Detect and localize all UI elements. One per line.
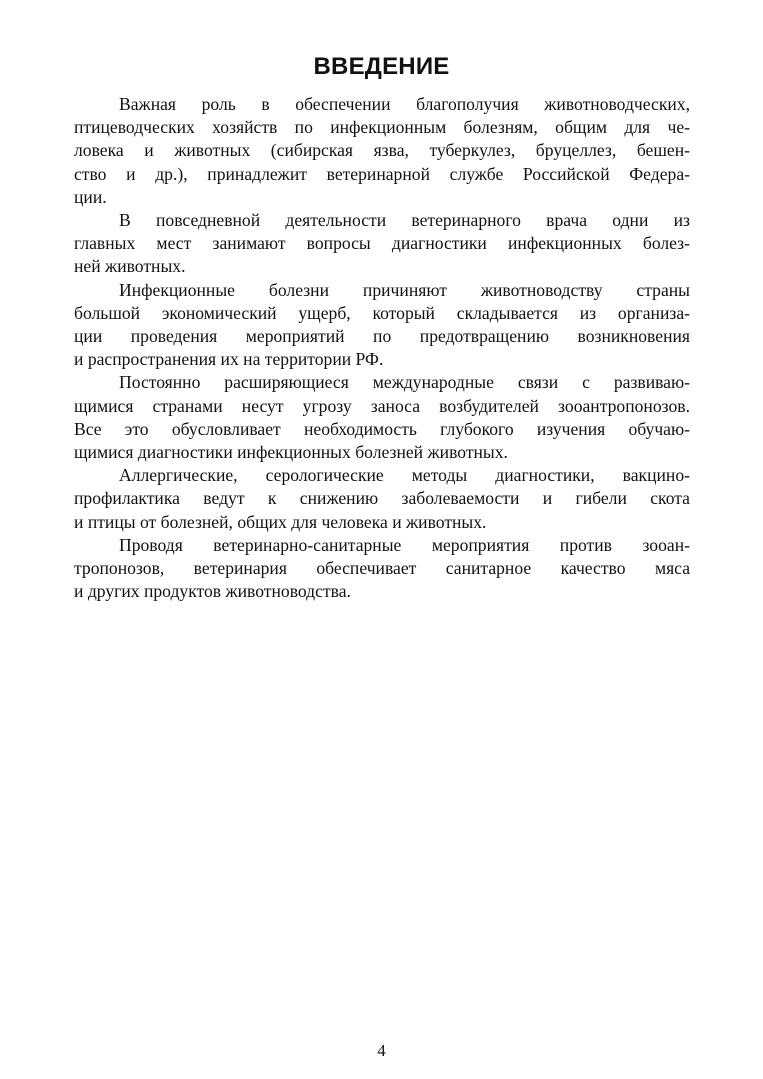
text-line: В повседневной деятельности ветеринарного врача одни из [119, 210, 690, 231]
text-line: щимися странами несут угрозу заноса возбудителей зооантропонозов. [74, 395, 690, 416]
text-line: и других продуктов животноводства. [74, 581, 351, 602]
text-line: Проводя ветеринарно-санитарные мероприятия против зооан- [119, 534, 690, 555]
paragraph-6 [74, 534, 690, 604]
text-line: ции проведения мероприятий по предотвращению возникновения [74, 326, 690, 347]
text-line: Важная роль в обеспечении благополучия животноводческих, [119, 94, 690, 114]
text-line: ство и др.), принадлежит ветеринарной службе Российской Федера- [74, 163, 690, 184]
page-title: ВВЕДЕНИЕ [313, 53, 450, 80]
text-line: главных мест занимают вопросы диагностики инфекционных болез- [74, 233, 690, 254]
body-text [74, 93, 690, 603]
paragraph-5 [74, 464, 690, 534]
text-line: ней животных. [74, 256, 186, 277]
text-line: Аллергические, серологические методы диагностики, вакцино- [119, 465, 690, 486]
text-line: Постоянно расширяющиеся международные связи с развиваю- [119, 372, 690, 393]
paragraph-1 [74, 93, 690, 209]
text-line: и птицы от болезней, общих для человека и животных. [74, 511, 487, 532]
text-line: ции. [74, 186, 107, 207]
page-number: 4 [377, 1041, 386, 1060]
text-line: щимися диагностики инфекционных болезней животных. [74, 442, 508, 463]
text-line: Все это обусловливает необходимость глубокого изучения обучаю- [74, 418, 690, 439]
text-line: профилактика ведут к снижению заболеваемости и гибели скота [74, 488, 690, 509]
text-line: тропонозов, ветеринария обеспечивает санитарное качество мяса [74, 558, 690, 579]
text-line: и распространения их на территории РФ. [74, 349, 384, 370]
text-line: большой экономический ущерб, который складывается из организа- [74, 302, 690, 323]
paragraph-2 [74, 209, 690, 279]
text-line: птицеводческих хозяйств по инфекционным болезням, общим для че- [74, 117, 690, 138]
paragraph-4 [74, 371, 690, 464]
text-line: ловека и животных (сибирская язва, туберкулез, бруцеллез, бешен- [74, 140, 690, 161]
text-line: Инфекционные болезни причиняют животноводству страны [119, 279, 690, 300]
paragraph-3 [74, 279, 690, 372]
